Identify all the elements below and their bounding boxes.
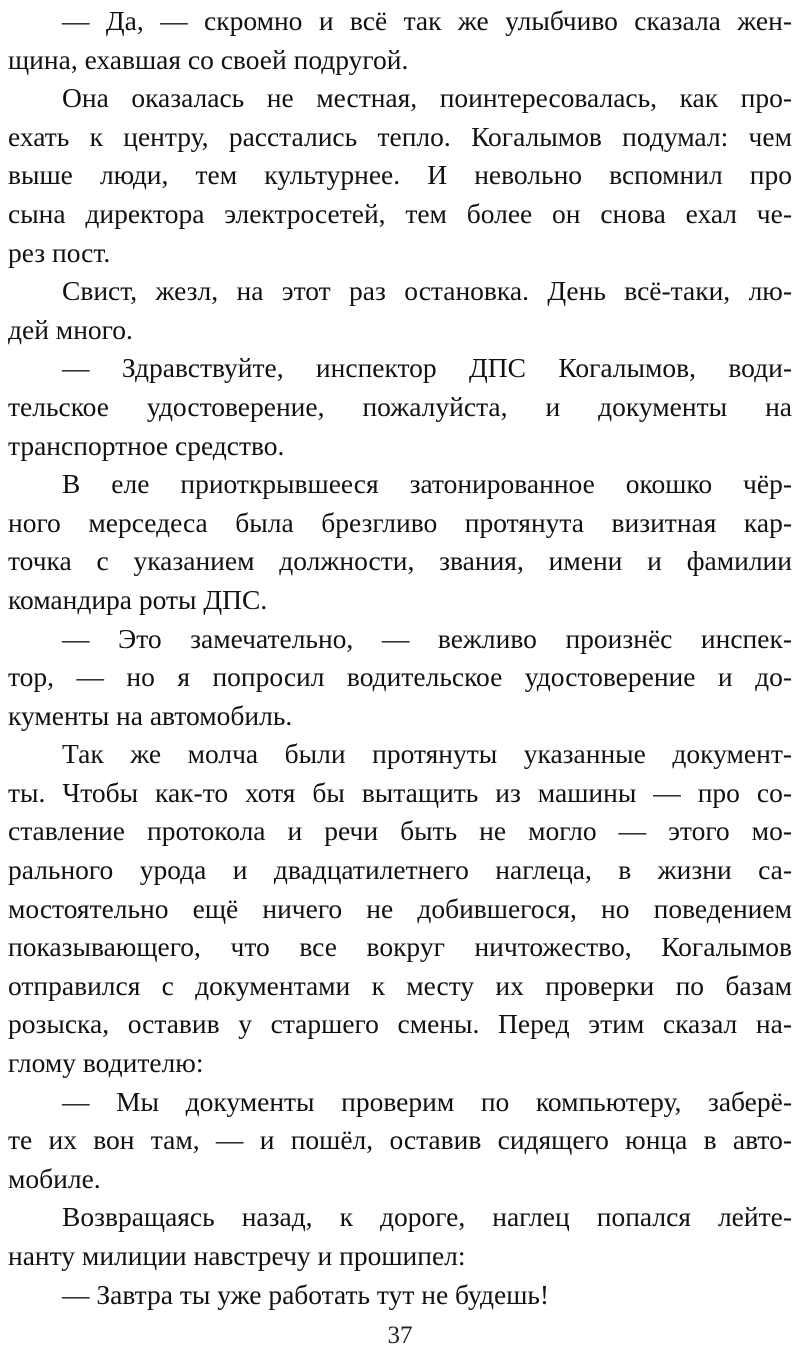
text-line: — Это замечательно, — вежливо произнёс инспек-	[62, 622, 792, 654]
text-line: ехать к центру, расстались тепло. Когалымов подумал: чем	[8, 120, 792, 152]
text-line: тельское удостоверение, пожалуйста, и документы на	[8, 390, 792, 422]
text-line: показывающего, что все вокруг ничтожество, Когалымов	[8, 931, 792, 963]
text-line: Возвращаясь назад, к дороге, наглец попался лейте-	[62, 1201, 792, 1233]
text-line: Так же молча были протянуты указанные документ-	[62, 738, 792, 770]
text-line: — Завтра ты уже работать тут не будешь!	[62, 1278, 550, 1310]
text-line: Она оказалась не местная, поинтересовалась, как про-	[62, 82, 792, 114]
text-line: мобиле.	[8, 1162, 101, 1194]
text-line: В еле приоткрывшееся затонированное окошко чёр-	[62, 468, 792, 500]
text-line: командира роты ДПС.	[8, 583, 268, 615]
text-line: — Да, — скромно и всё так же улыбчиво сказала жен-	[62, 5, 792, 36]
text-line: рез пост.	[8, 236, 111, 268]
text-line: — Здравствуйте, инспектор ДПС Когалымов, води-	[62, 352, 792, 384]
text-line: транспортное средство.	[8, 429, 285, 461]
text-line: ставление протокола и речи быть не могло — этого мо-	[8, 815, 792, 847]
text-line: тор, — но я попросил водительское удостоверение и до-	[8, 661, 792, 693]
text-line: мостоятельно ещё ничего не добившегося, но поведением	[8, 892, 792, 924]
text-line: сына директора электросетей, тем более он снова ехал че-	[8, 197, 792, 229]
text-line: точка с указанием должности, звания, имени и фамилии	[8, 545, 792, 577]
text-line: розыска, оставив у старшего смены. Перед этим сказал на-	[8, 1008, 792, 1040]
text-line: те их вон там, — и пошёл, оставив сидящего юнца в авто-	[8, 1124, 792, 1156]
text-line: ного мерседеса была брезгливо протянута визитная кар-	[8, 506, 792, 538]
text-line: кументы на автомобиль.	[8, 699, 293, 731]
text-line: глому водителю:	[8, 1047, 204, 1079]
page-number: 37	[387, 1322, 413, 1349]
text-line: рального урода и двадцатилетнего наглеца, в жизни са-	[8, 854, 792, 886]
text-line: нанту милиции навстречу и прошипел:	[8, 1240, 466, 1271]
text-line: Свист, жезл, на этот раз остановка. День всё-таки, лю-	[62, 275, 792, 307]
text-line: выше люди, тем культурнее. И невольно вспомнил про	[8, 159, 792, 191]
text-line: щина, ехавшая со своей подругой.	[8, 43, 409, 75]
text-line: — Мы документы проверим по компьютеру, заберё-	[62, 1085, 792, 1117]
text-line: ты. Чтобы как-то хотя бы вытащить из машины — про со-	[8, 776, 792, 808]
body-text	[8, 2, 792, 1314]
text-line: дей много.	[8, 313, 133, 345]
text-line: отправился с документами к месту их проверки по базам	[8, 969, 792, 1001]
